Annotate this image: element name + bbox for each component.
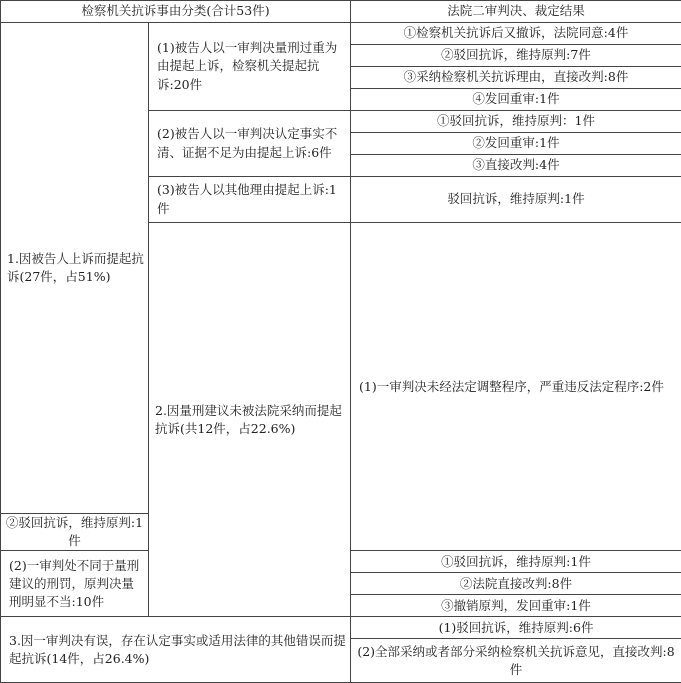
result-cell: ③撤销原判，发回重审:1件 <box>351 595 681 617</box>
category-1: 1.因被告人上诉而提起抗诉(27件，占51%) <box>1 23 149 514</box>
result-cell: 驳回抗诉，维持原判:1件 <box>351 177 681 223</box>
result-cell: ③直接改判:4件 <box>351 155 681 177</box>
header-left: 检察机关抗诉事由分类(合计53件) <box>1 1 351 23</box>
table-row <box>1 23 681 45</box>
reason-1-2: (2)被告人以一审判决认定事实不清、证据不足为由提起上诉:6件 <box>149 111 351 177</box>
reason-2-1: (1)一审判决未经法定调整程序，严重违反法定程序:2件 <box>351 223 681 551</box>
result-cell: (2)全部采纳或者部分采纳检察机关抗诉意见，直接改判:8件 <box>351 639 681 683</box>
table-header-row <box>1 1 681 23</box>
result-cell: ②驳回抗诉，维持原判:7件 <box>351 45 681 67</box>
result-cell: ④发回重审:1件 <box>351 89 681 111</box>
result-cell: ③采纳检察机关抗诉理由，直接改判:8件 <box>351 67 681 89</box>
result-cell: ②法院直接改判:8件 <box>351 573 681 595</box>
table-row <box>1 617 681 639</box>
header-right: 法院二审判决、裁定结果 <box>351 1 681 23</box>
category-3: 3.因一审判决有误，存在认定事实或适用法律的其他错误而提起抗诉(14件，占26.4%) <box>1 617 351 683</box>
reason-1-3: (3)被告人以其他理由提起上诉:1件 <box>149 177 351 223</box>
result-cell: ①驳回抗诉，维持原判：1件 <box>351 111 681 133</box>
result-cell: ②驳回抗诉，维持原判:1件 <box>1 514 149 551</box>
category-2: 2.因量刑建议未被法院采纳而提起抗诉(共12件，占22.6%) <box>149 223 351 617</box>
reason-2-2: (2)一审判处不同于量刑建议的刑罚，原判决量刑明显不当:10件 <box>1 551 149 617</box>
result-cell: ②发回重审:1件 <box>351 133 681 155</box>
result-cell: ①驳回抗诉，维持原判:1件 <box>351 551 681 573</box>
result-cell: ①检察机关抗诉后又撤诉，法院同意:4件 <box>351 23 681 45</box>
reason-1-1: (1)被告人以一审判决量刑过重为由提起上诉，检察机关提起抗诉:20件 <box>149 23 351 111</box>
result-cell: (1)驳回抗诉，维持原判:6件 <box>351 617 681 639</box>
